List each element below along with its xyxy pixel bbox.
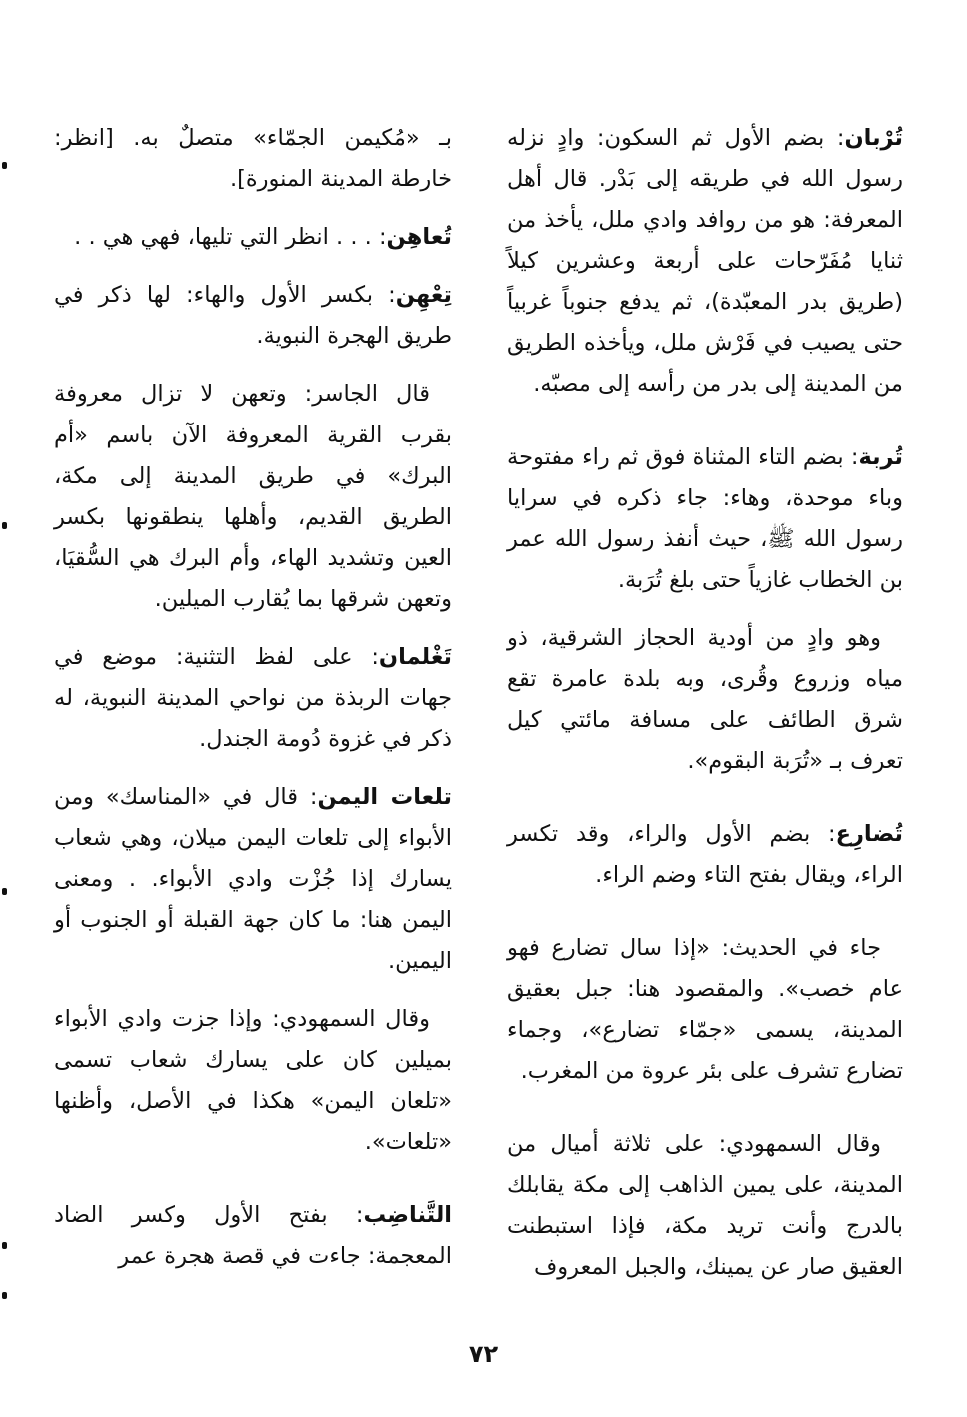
entry-text: وقال السمهودي: وإذا جزت وادي الأبواء بميلين كان على يسارك شعاب تسمى «تلعان اليمن» هكذا في الأصل، وأظنها «تلعات». — [54, 1006, 452, 1155]
entry-text: : على لفظ التثنية: موضع في جهات الربذة من نواحي المدينة النبوية، له ذكر في غزوة دُومة الجندل. — [54, 644, 452, 752]
scan-mark — [2, 162, 7, 169]
headword: تُرْبان — [844, 125, 903, 151]
entry-turba-continued — [507, 618, 903, 782]
entry-text: : . . . انظر التي تليها، فهي هي . . — [74, 224, 387, 250]
entry-text: : بضم التاء المثناة فوق ثم راء مفتوحة وباء موحدة، وهاء: جاء ذكره في سرايا رسول الله ﷺ، حيث أنفذ رسول الله عمر بن الخطاب غازياً حتى بلغ تُرَبة. — [507, 444, 903, 593]
entry-text: قال الجاسر: وتعهن لا تزال معروفة بقرب القرية المعروفة الآن باسم «أم البرك» في طريق المدينة إلى مكة، الطريق القديم، وأهلها ينطقونها بكسر العين وتشديد الهاء، وأم البرك هي السُّقيَا، وتعهن شرقها بما يُقارب الميلين. — [54, 381, 452, 612]
entry-turba — [507, 437, 903, 601]
entry-text: : بضم الأول ثم السكون: وادٍ نزله رسول الله في طريقه إلى بَدْر. قال أهل المعرفة: هو من روافد وادي ملل، يأخذ من ثنايا مُفَرّحات على أربعة وعشرين كيلاً (طريق بدر المعبّدة)، ثم يدفع جنوباً غربياً حتى يصيب في فَرْش ملل، ويأخذه الطريق من المدينة إلى بدر من رأسه إلى مصبّه. — [507, 125, 903, 397]
entry-text: : قال في «المناسك» ومن الأبواء إلى تلعات اليمن ميلان، وهي شعاب يسارك إذا جُزْت وادي الأبواء. . ومعنى اليمن هنا: ما كان جهة القبلة أو الجنوب أو اليمين. — [54, 784, 452, 974]
entry-taghlaman — [54, 637, 452, 760]
entry-tudari-samhudi — [507, 1124, 903, 1288]
entry-text: بـ «مُكيمن الجمّاء» متصلٌ به. [انظر: خارطة المدينة المنورة]. — [54, 125, 452, 192]
headword: تُعاهِن — [386, 224, 452, 250]
entry-tihin-jasir — [54, 374, 452, 620]
entry-turban — [507, 118, 903, 405]
headword: تلعات اليمن — [317, 784, 452, 810]
entry-text: جاء في الحديث: «إذا سال تضارع فهو عام خصب». والمقصود هنا: جبل بعقيق المدينة، يسمى «جمّاء تضارع»، وجماء تضارع تشرف على بئر عروة من المغرب. — [507, 935, 903, 1084]
entry-altanadib — [54, 1195, 452, 1277]
entry-text: وهو وادٍ من أودية الحجاز الشرقية، ذو مياه وزروع وقُرى، وبه بلدة عامرة تقع شرق الطائف على مسافة مائتي كيل تعرف بـ «تُرَبة البقوم». — [507, 625, 903, 774]
entry-tudari — [507, 814, 903, 896]
entry-text: : بضم الأول والراء، وقد تكسر الراء، ويقال بفتح التاء وضم الراء. — [507, 821, 903, 888]
headword: تُربة — [858, 444, 903, 470]
scan-mark — [2, 1292, 7, 1299]
entry-talaat-alyaman — [54, 777, 452, 982]
scan-mark — [2, 1242, 7, 1249]
headword: تَغْلمان — [378, 644, 452, 670]
right-column — [507, 118, 903, 1305]
entry-continuation — [54, 118, 452, 200]
entry-tuahin — [54, 217, 452, 258]
headword: تِعْهِن — [395, 282, 452, 308]
entry-text: وقال السمهودي: على ثلاثة أميال من المدينة، على يمين الذاهب إلى مكة يقابلك بالدرج وأنت تريد مكة، فإذا استبطنت العقيق صار عن يمينك، والجبل المعروف — [507, 1131, 903, 1280]
left-column — [54, 118, 452, 1294]
entry-text: : بكسر الأول والهاء: لها ذكر في طريق الهجرة النبوية. — [54, 282, 452, 349]
page-number: ٧٢ — [468, 1340, 499, 1368]
entry-tihin — [54, 275, 452, 357]
headword: التَّناضِب — [363, 1202, 452, 1228]
headword: تُضارِع — [835, 821, 903, 847]
entry-tudari-hadith — [507, 928, 903, 1092]
scan-mark — [2, 522, 7, 529]
entry-text: : بفتح الأول وكسر الضاد المعجمة: جاءت في قصة هجرة عمر — [54, 1202, 452, 1269]
entry-talaat-samhudi — [54, 999, 452, 1163]
scan-mark — [2, 888, 7, 895]
